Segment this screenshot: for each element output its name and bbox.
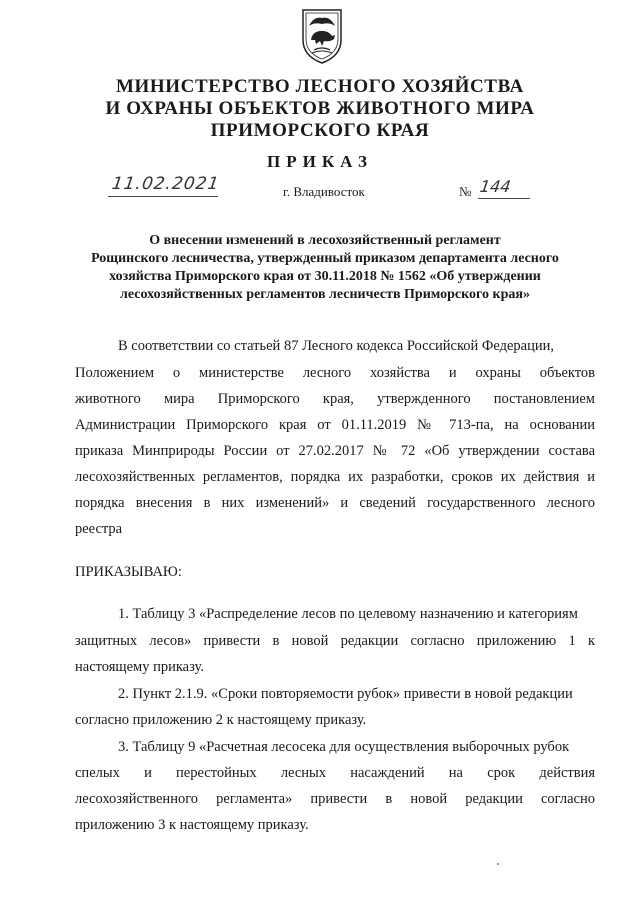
subject-line: хозяйства Приморского края от 30.11.2018 № 1562 «Об утверждении: [109, 269, 541, 284]
handwritten-date: 11.02.2021: [110, 174, 221, 194]
item-1-line: 1. Таблицу 3 «Распределение лесов по целевому назначению и категориям: [118, 606, 578, 622]
preamble-line: Администрации Приморского края от 01.11.2019 № 713-па, на основании: [75, 417, 595, 433]
item-1-line: настоящему приказу.: [75, 659, 204, 675]
item-1-line: защитных лесов» привести в новой редакции согласно приложению 1 к: [75, 633, 595, 649]
subject-line: Рощинского лесничества, утвержденный приказом департамента лесного: [91, 251, 559, 266]
item-3-line: 3. Таблицу 9 «Расчетная лесосека для осуществления выборочных рубок: [118, 739, 570, 755]
subject-line: О внесении изменений в лесохозяйственный регламент: [149, 233, 501, 248]
document-type: ПРИКАЗ: [267, 152, 373, 171]
city: г. Владивосток: [283, 184, 365, 199]
order-directive: ПРИКАЗЫВАЮ:: [75, 564, 182, 580]
item-3-line: лесохозяйственного регламента» привести в новой редакции согласно: [75, 791, 595, 807]
ministry-name-line3: ПРИМОРСКОГО КРАЯ: [210, 120, 430, 141]
subject-line: лесохозяйственных регламентов лесничеств Приморского края»: [120, 287, 530, 302]
preamble-line: реестра: [75, 521, 123, 537]
number-label: №: [459, 184, 472, 199]
handwritten-number: 144: [478, 177, 512, 196]
date-underline: [108, 196, 218, 197]
item-3-line: спелых и перестойных лесных насаждений на срок действия: [75, 765, 595, 781]
preamble-line: В соответствии со статьей 87 Лесного кодекса Российской Федерации,: [118, 338, 555, 354]
ministry-name-line1: МИНИСТЕРСТВО ЛЕСНОГО ХОЗЯЙСТВА: [116, 76, 524, 97]
number-underline: [478, 198, 530, 199]
item-2-line: согласно приложению 2 к настоящему приказу.: [75, 712, 367, 728]
preamble-line: лесохозяйственных регламентов, порядка их разработки, сроков их действия и: [75, 469, 595, 485]
item-2-line: 2. Пункт 2.1.9. «Сроки повторяемости рубок» привести в новой редакции: [118, 686, 573, 702]
preamble-line: Положением о министерстве лесного хозяйства и охраны объектов: [75, 365, 595, 381]
preamble-line: приказа Минприроды России от 27.02.2017 № 72 «Об утверждении состава: [75, 443, 595, 459]
item-3-line: приложению 3 к настоящему приказу.: [75, 817, 309, 833]
scan-speck: [497, 863, 499, 865]
ministry-name-line2: И ОХРАНЫ ОБЪЕКТОВ ЖИВОТНОГО МИРА: [105, 98, 535, 119]
coat-of-arms-icon: [300, 6, 344, 66]
preamble-line: животного мира Приморского края, утвержденного постановлением: [75, 391, 595, 407]
preamble-line: порядка внесения в них изменений» и сведений государственного лесного: [75, 495, 595, 511]
